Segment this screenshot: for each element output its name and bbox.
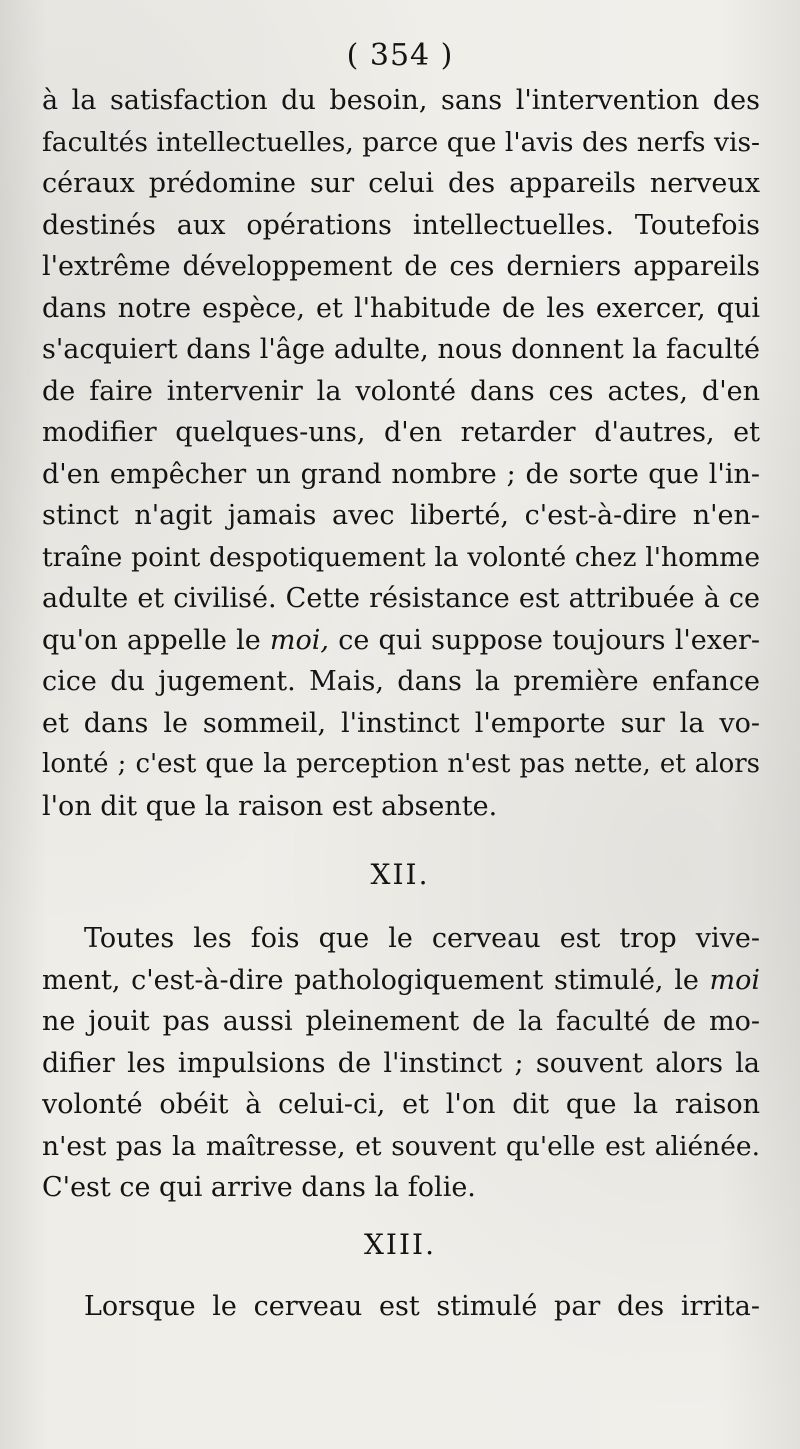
paragraph-xiii <box>42 1286 760 1328</box>
text-line: n'est pas la maîtresse, et souvent qu'elle est aliénée. <box>42 1130 760 1162</box>
text-line <box>42 960 760 1002</box>
paragraph-xii <box>42 918 760 1209</box>
text-line: Lorsque le cerveau est stimulé par des irrita- <box>84 1291 760 1322</box>
text-line: et dans le sommeil, l'instinct l'emporte sur la vo- <box>42 707 760 739</box>
text-line: dans notre espèce, et l'habitude de les exercer, qui <box>42 292 760 324</box>
text-line: traîne point despotiquement la volonté chez l'homme <box>42 541 760 573</box>
text-fragment: ment, c'est-à-dire pathologiquement stimulé, le <box>42 964 710 996</box>
text-line: Toutes les fois que le cerveau est trop vive- <box>84 923 760 954</box>
text-line: destinés aux opérations intellectuelles. Toutefois <box>42 209 760 241</box>
text-fragment: qu'on appelle le <box>42 624 270 656</box>
text-fragment: ce qui suppose toujours l'exer- <box>329 624 760 656</box>
text-line: céraux prédomine sur celui des appareils nerveux <box>42 168 760 199</box>
text-line: adulte et civilisé. Cette résistance est attribuée à ce <box>42 583 760 614</box>
text-line <box>42 620 760 662</box>
text-line: de faire intervenir la volonté dans ces actes, d'en <box>42 375 760 407</box>
text-line: l'on dit que la raison est absente. <box>42 790 498 822</box>
text-line: à la satisfaction du besoin, sans l'intervention des <box>42 85 760 116</box>
text-line: difier les impulsions de l'instinct ; souvent alors la <box>42 1047 760 1079</box>
italic-moi: moi, <box>269 624 329 656</box>
text-line: stinct n'agit jamais avec liberté, c'est-à-dire n'en- <box>42 500 760 531</box>
text-line: C'est ce qui arrive dans la folie. <box>42 1172 476 1203</box>
text-line: l'extrême développement de ces derniers appareils <box>42 251 760 282</box>
text-line: modifier quelques-uns, d'en retarder d'autres, et <box>42 417 760 448</box>
italic-moi: moi <box>709 964 760 996</box>
text-line: s'acquiert dans l'âge adulte, nous donnent la faculté <box>42 334 760 365</box>
text-line: lonté ; c'est que la perception n'est pas nette, et alors <box>42 749 760 779</box>
text-line: cice du jugement. Mais, dans la première enfance <box>42 666 760 697</box>
section-heading-xii: XII. <box>370 858 430 891</box>
text-line: ne jouit pas aussi pleinement de la faculté de mo- <box>42 1006 760 1037</box>
section-heading-xiii: XIII. <box>363 1228 436 1261</box>
text-line: d'en empêcher un grand nombre ; de sorte que l'in- <box>42 458 760 490</box>
text-line: volonté obéit à celui-ci, et l'on dit que la raison <box>42 1089 760 1120</box>
text-line: facultés intellectuelles, parce que l'avis des nerfs vis- <box>42 126 760 158</box>
page-number: ( 354 ) <box>346 38 454 73</box>
paragraph-continuation <box>42 80 760 827</box>
